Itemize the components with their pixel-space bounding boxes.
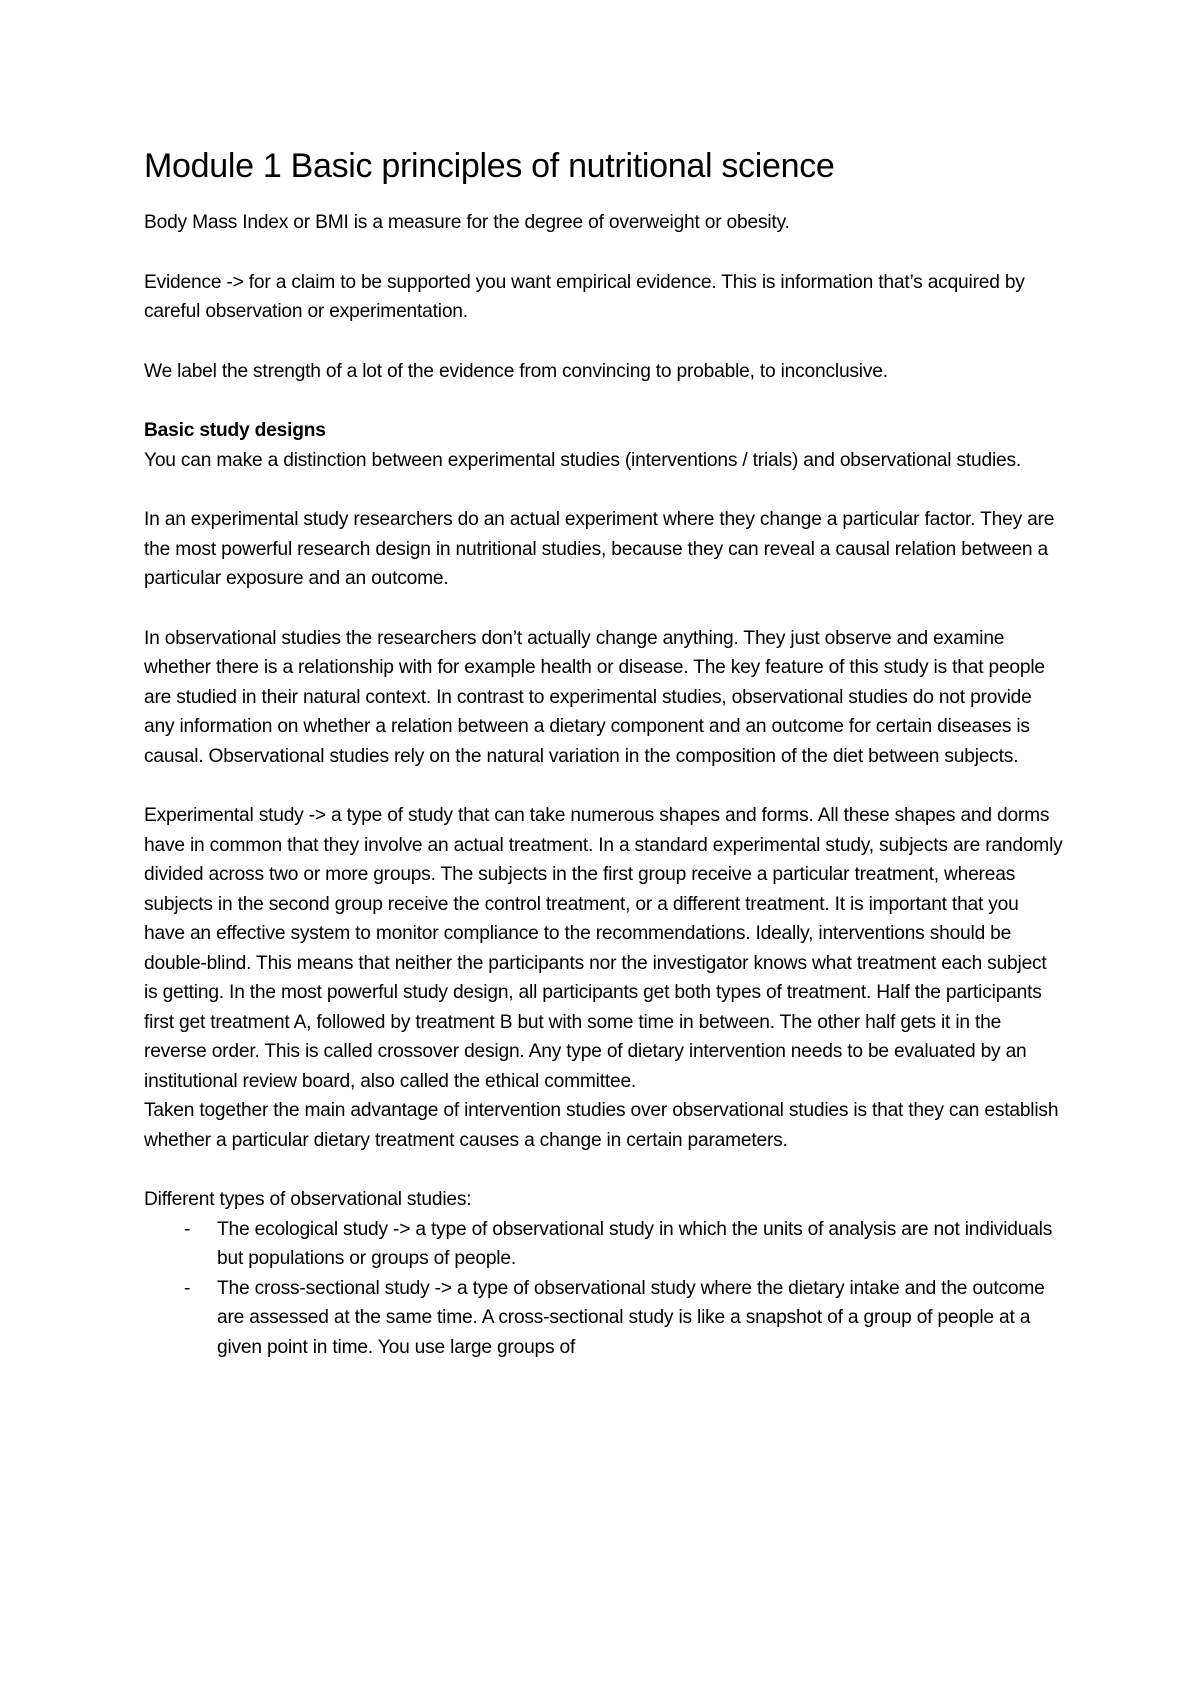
paragraph-observational-overview: In observational studies the researchers don’t actually change anything. They just observe and examine whether there is a relationship with for example health or disease. The key feature of this study is that people are studied in their natural context. In contrast to experimental studies, observational studies do not provide any information on whether a relation between a dietary component and an outcome for certain diseases is causal. Observational studies rely on the natural variation in the composition of the diet between subjects. [144,627,1045,767]
paragraph-summary: Taken together the main advantage of intervention studies over observational studies is that they can establish whether a particular dietary treatment causes a change in certain parameters. [144,1100,1059,1151]
document-title: Module 1 Basic principles of nutritional science [144,147,835,185]
paragraph-experimental-overview: In an experimental study researchers do an actual experiment where they change a particular factor. They are the most powerful research design in nutritional studies, because they can reveal a causal relation between a particular exposure and an outcome. [144,509,1055,589]
observational-types-list [144,1215,1064,1363]
section-basic-study-designs [144,416,1064,475]
list-item-text: The ecological study -> a type of observational study in which the units of analysis are not individuals but populations or groups of people. [217,1218,1053,1269]
list-marker: - [184,1218,191,1240]
list-item [144,1274,1064,1363]
paragraph-evidence-strength: We label the strength of a lot of the evidence from convincing to probable, to inconclusive. [144,360,888,382]
list-item-text: The cross-sectional study -> a type of observational study where the dietary intake and the outcome are assessed at the same time. A cross-sectional study is like a snapshot of a group of people at a given point in time. You use large groups of [217,1277,1045,1358]
list-item [144,1215,1064,1274]
list-marker: - [184,1277,191,1299]
paragraph-bmi: Body Mass Index or BMI is a measure for the degree of overweight or obesity. [144,212,790,233]
section-intro: You can make a distinction between experimental studies (interventions / trials) and observational studies. [144,449,1022,471]
document-page [144,146,1064,1362]
paragraph-evidence: Evidence -> for a claim to be supported you want empirical evidence. This is information that’s acquired by careful observation or experimentation. [144,271,1025,322]
list-intro: Different types of observational studies: [144,1189,472,1210]
section-heading: Basic study designs [144,420,326,441]
paragraph-experimental-study: Experimental study -> a type of study that can take numerous shapes and forms. All these shapes and dorms have in common that they involve an actual treatment. In a standard experimental study, subjects are randomly divided across two or more groups. The subjects in the first group receive a particular treatment, whereas subjects in the second group receive the control treatment, or a different treatment. It is important that you have an effective system to monitor compliance to the recommendations. Ideally, interventions should be double-blind. This means that neither the participants nor the investigator knows what treatment each subject is getting. In the most powerful study design, all participants get both types of treatment. Half the participants first get treatment A, followed by treatment B but with some time in between. The other half gets it in the reverse order. This is called crossover design. Any type of dietary intervention needs to be evaluated by an institutional review board, also called the ethical committee. [144,805,1063,1092]
